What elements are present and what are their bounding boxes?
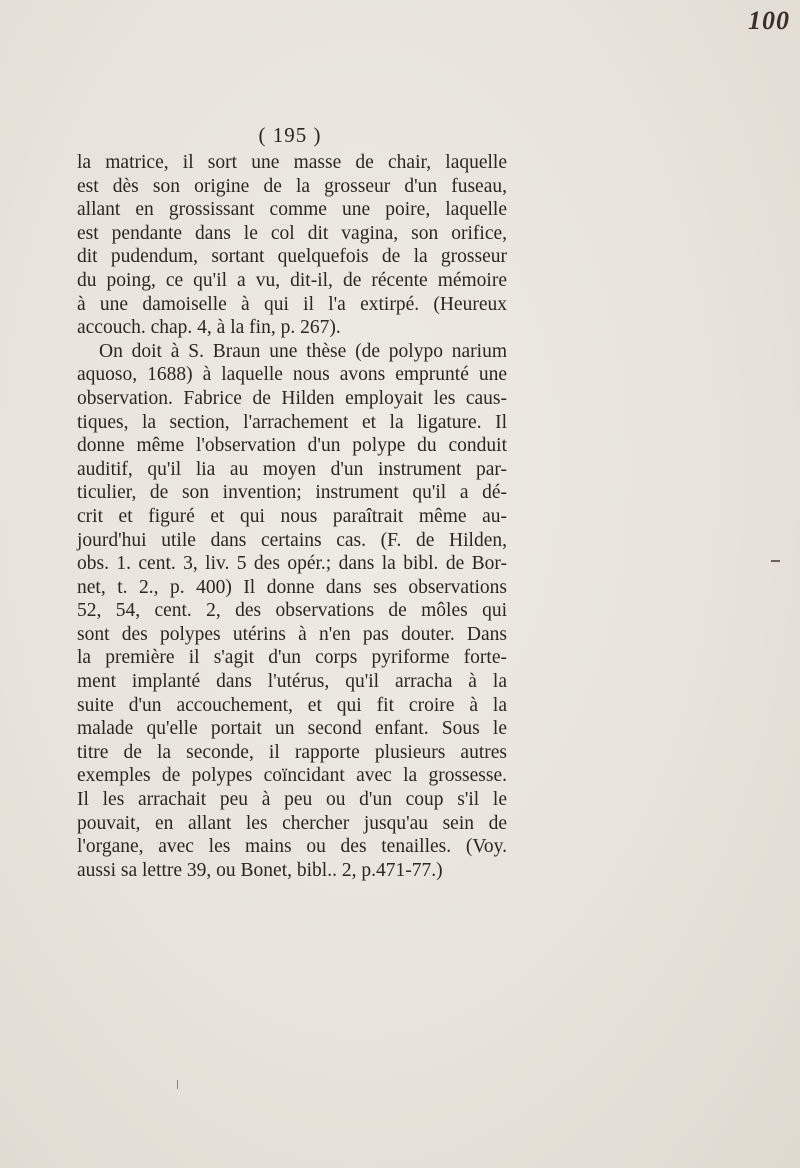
text-line: 52, 54, cent. 2, des observations de môles qui	[77, 600, 507, 622]
text-line: auditif, qu'il lia au moyen d'un instrument par-	[77, 458, 507, 480]
text-line: dit pudendum, sortant quelquefois de la grosseur	[77, 246, 507, 268]
text-line: la première il s'agit d'un corps pyriforme forte-	[77, 647, 507, 669]
text-line: obs. 1. cent. 3, liv. 5 des opér.; dans la bibl. de Bor-	[77, 553, 507, 575]
text-line: exemples de polypes coïncidant avec la grossesse.	[77, 765, 507, 787]
text-line: l'organe, avec les mains ou des tenailles. (Voy.	[77, 836, 507, 858]
text-line: aussi sa lettre 39, ou Bonet, bibl.. 2, p.471-77.)	[77, 859, 443, 881]
text-line: On doit à S. Braun une thèse (de polypo narium	[99, 340, 507, 362]
margin-mark	[771, 560, 780, 562]
handwritten-folio-number: 100	[748, 6, 790, 35]
text-line: accouch. chap. 4, à la fin, p. 267).	[77, 317, 341, 339]
text-line: titre de la seconde, il rapporte plusieurs autres	[77, 741, 507, 763]
text-line: net, t. 2., p. 400) Il donne dans ses observations	[77, 576, 507, 598]
text-line: sont des polypes utérins à n'en pas douter. Dans	[77, 623, 507, 645]
text-line: à une damoiselle à qui il l'a extirpé. (Heureux	[77, 293, 507, 315]
text-line: allant en grossissant comme une poire, laquelle	[77, 199, 507, 221]
text-line: est dès son origine de la grosseur d'un fuseau,	[77, 175, 507, 197]
text-line: donne même l'observation d'un polype du conduit	[77, 435, 507, 457]
margin-mark	[177, 1080, 178, 1089]
text-line: suite d'un accouchement, et qui fit croire à la	[77, 694, 507, 716]
text-line: crit et figuré et qui nous paraîtrait même au-	[77, 505, 507, 527]
page-number: ( 195 )	[258, 123, 322, 147]
text-line: la matrice, il sort une masse de chair, laquelle	[77, 152, 507, 173]
text-line: aquoso, 1688) à laquelle nous avons emprunté une	[77, 364, 507, 386]
text-line: observation. Fabrice de Hilden employait les caus-	[77, 387, 507, 409]
text-line: du poing, ce qu'il a vu, dit-il, de récente mémoire	[77, 269, 507, 291]
text-line: Il les arrachait peu à peu ou d'un coup s'il le	[77, 789, 507, 811]
text-line: tiques, la section, l'arrachement et la ligature. Il	[77, 411, 507, 433]
text-line: malade qu'elle portait un second enfant. Sous le	[77, 718, 507, 740]
text-line: pouvait, en allant les chercher jusqu'au sein de	[77, 812, 507, 834]
body-text	[77, 151, 507, 882]
text-line: est pendante dans le col dit vagina, son orifice,	[77, 222, 507, 244]
text-line: jourd'hui utile dans certains cas. (F. de Hilden,	[77, 529, 507, 551]
text-line: ticulier, de son invention; instrument qu'il a dé-	[77, 482, 507, 504]
text-line: ment implanté dans l'utérus, qu'il arracha à la	[77, 671, 507, 693]
